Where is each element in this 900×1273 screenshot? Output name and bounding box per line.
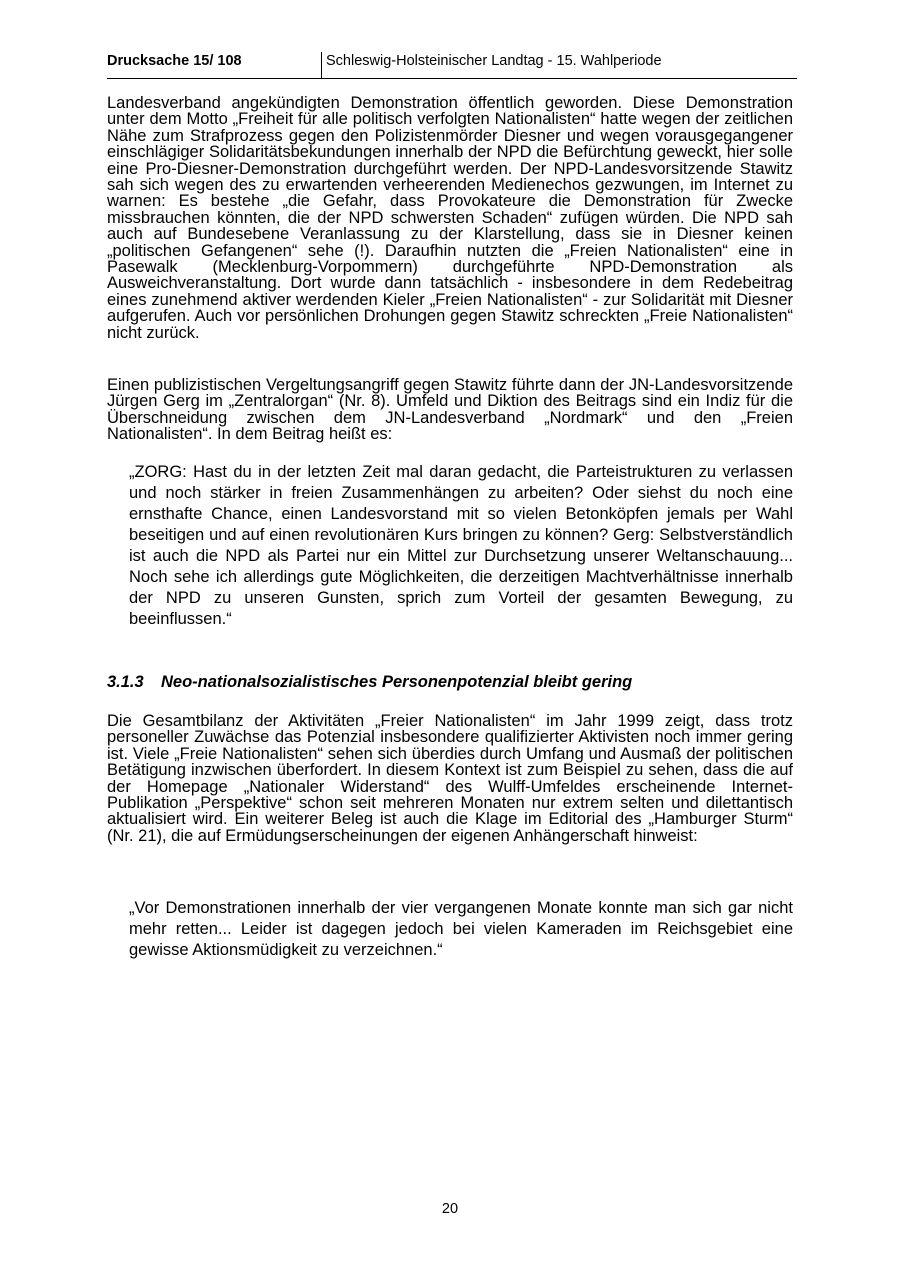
quote-zorg-interview: „ZORG: Hast du in der letzten Zeit mal daran gedacht, die Parteistrukturen zu verlassen und noch stärker in freien Zusammenhängen zu arbeiten? Oder siehst du noch eine ernsthafte Chance, einen Landesvorstand mit so vielen Betonköpfen jemals per Wahl beseitigen und auf einen revolutionären Kurs bringen zu können? Gerg: Selbstverständlich ist auch die NPD als Partei nur ein Mittel zur Durchsetzung unserer Weltanschauung... Noch sehe ich allerdings gute Möglichkeiten, die derzeitigen Machtverhältnisse innerhalb der NPD zu unseren Gunsten, sprich zum Vorteil der gesamten Bewegung, zu beeinflussen.“ [129, 463, 793, 628]
paragraph-vergeltungsangriff: Einen publizistischen Vergeltungsangriff gegen Stawitz führte dann der JN-Landesvorsitzende Jürgen Gerg im „Zentralorgan“ (Nr. 8). Umfeld und Diktion des Beitrags sind ein Indiz für die Überschneidung zwischen dem JN-Landesverband „Nordmark“ und den „Freien Nationalisten“. In dem Beitrag heißt es: [107, 376, 793, 444]
document-number: Drucksache 15/ 108 [107, 53, 242, 69]
header-title: Schleswig-Holsteinischer Landtag - 15. Wahlperiode [326, 53, 662, 69]
paragraph-gesamtbilanz: Die Gesamtbilanz der Aktivitäten „Freier Nationalisten“ im Jahr 1999 zeigt, dass trotz personeller Zuwächse das Potenzial insbesondere qualifizierter Aktivisten noch immer gering ist. Viele „Freie Nationalisten“ sehen sich überdies durch Umfang und Ausmaß der politischen Betätigung inzwischen überfordert. In diesem Kontext ist zum Beispiel zu sehen, dass die auf der Homepage „Nationaler Widerstand“ des Wulff-Umfeldes erscheinende Internet-Publikation „Perspektive“ schon seit mehreren Monaten nur extrem selten und dilettantisch aktualisiert wird. Ein weiterer Beleg ist auch die Klage im Editorial des „Hamburger Sturm“ (Nr. 21), die auf Ermüdungserscheinungen der eigenen Anhängerschaft hinweist: [107, 712, 793, 845]
paragraph-demonstration: Landesverband angekündigten Demonstration öffentlich geworden. Diese Demonstration unter dem Motto „Freiheit für alle politisch verfolgten Nationalisten“ hatte wegen der zeitlichen Nähe zum Strafprozess gegen den Polizistenmörder Diesner und wegen vorausgegangener einschlägiger Solidaritätsbekundungen innerhalb der NPD die Befürchtung geweckt, hier solle eine Pro-Diesner-Demonstration durchgeführt werden. Der NPD-Landesvorsitzende Stawitz sah sich wegen des zu erwartenden verheerenden Medienechos gezwungen, im Internet zu warnen: Es bestehe „die Gefahr, dass Provokateure die Demonstration für Zwecke missbrauchen könnten, die der NPD schwersten Schaden“ zufügen würden. Die NPD sah auch auf Bundesebene Veranlassung zu der Klarstellung, dass sie in Diesner keinen „politischen Gefangenen“ sehe (!). Daraufhin nutzten die „Freien Nationalisten“ eine in Pasewalk (Mecklenburg-Vorpommern) durchgeführte NPD-Demonstration als Ausweichveranstaltung. Dort wurde dann tatsächlich - insbesondere in dem Redebeitrag eines zunehmend aktiver werdenden Kieler „Freien Nationalisten“ - zur Solidarität mit Diesner aufgerufen. Auch vor persönlichen Drohungen gegen Stawitz schreckten „Freie Nationalisten“ nicht zurück. [107, 94, 793, 342]
section-heading [107, 673, 793, 692]
header-divider [321, 52, 322, 78]
section-number: 3.1.3 [107, 673, 144, 691]
page-header [107, 52, 797, 79]
quote-hamburger-sturm: „Vor Demonstrationen innerhalb der vier vergangenen Monate konnte man sich gar nicht mehr retten... Leider ist dagegen jedoch bei vielen Kameraden im Reichsgebiet eine gewisse Aktionsmüdigkeit zu verzeichnen.“ [129, 899, 793, 959]
section-title: Neo-nationalsozialistisches Personenpotenzial bleibt gering [161, 673, 633, 691]
page-number: 20 [441, 1201, 459, 1217]
